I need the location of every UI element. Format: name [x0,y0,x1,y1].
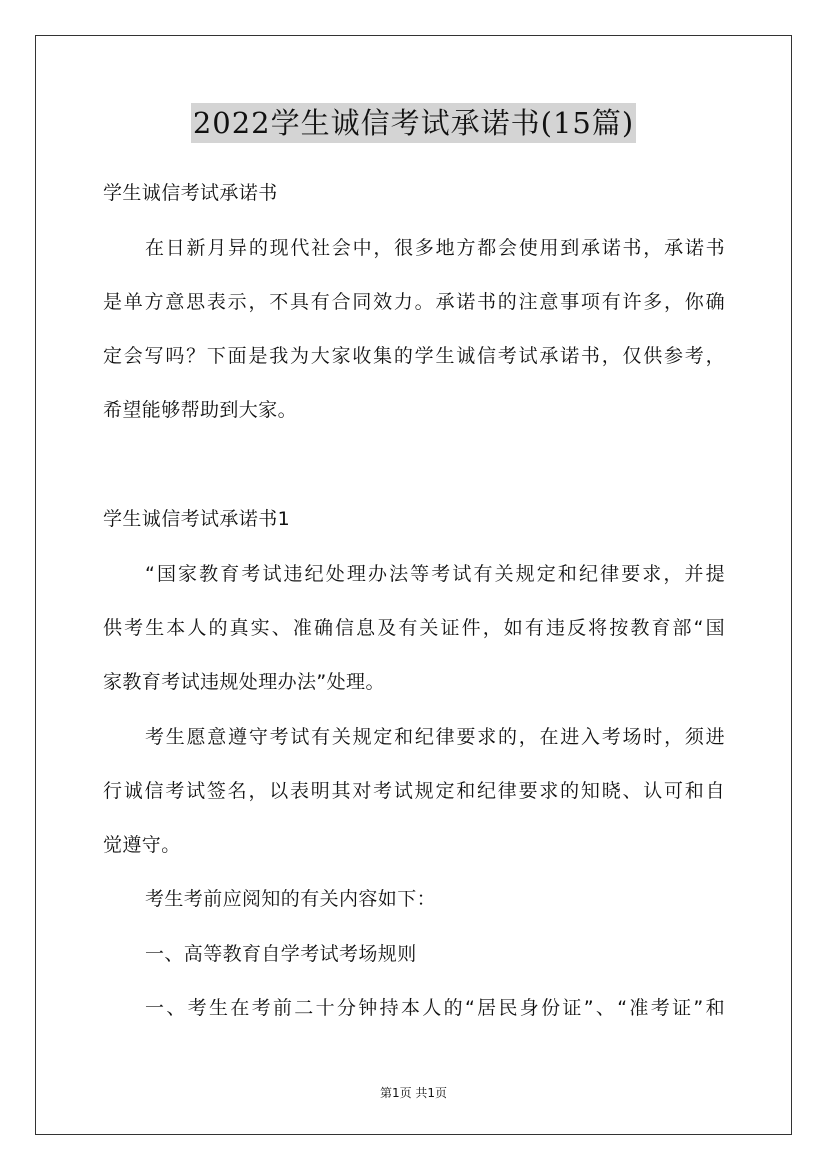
paragraph-line: 行诚信考试签名，以表明其对考试规定和纪律要求的知晓、认可和自 [103,780,725,802]
paragraph-line: 一、高等教育自学考试考场规则 [145,943,417,965]
paragraph-line: 定会写吗？下面是我为大家收集的学生诚信考试承诺书，仅供参考， [103,345,725,367]
paragraph-line: 希望能够帮助到大家。 [103,399,298,421]
section-heading: 学生诚信考试承诺书 [103,182,278,204]
section-heading: 学生诚信考试承诺书1 [103,508,291,530]
paragraph-line: 考生愿意遵守考试有关规定和纪律要求的，在进入考场时，须进 [145,726,725,748]
title-container [0,103,827,143]
paragraph-line: 供考生本人的真实、准确信息及有关证件，如有违反将按教育部“国 [103,617,725,639]
paragraph-line: 一、考生在考前二十分钟持本人的“居民身份证”、“准考证”和 [145,997,725,1019]
paragraph-line: “国家教育考试违纪处理办法等考试有关规定和纪律要求，并提 [145,563,725,585]
paragraph-line: 是单方意思表示，不具有合同效力。承诺书的注意事项有许多，你确 [103,291,725,313]
paragraph-line: 在日新月异的现代社会中，很多地方都会使用到承诺书，承诺书 [145,237,725,259]
paragraph-line: 家教育考试违规处理办法”处理。 [103,671,385,693]
page-footer: 第1页 共1页 [379,1086,448,1100]
paragraph-line: 考生考前应阅知的有关内容如下： [145,888,437,910]
document-title: 2022学生诚信考试承诺书(15篇) [191,103,636,143]
paragraph-line: 觉遵守。 [103,834,181,856]
